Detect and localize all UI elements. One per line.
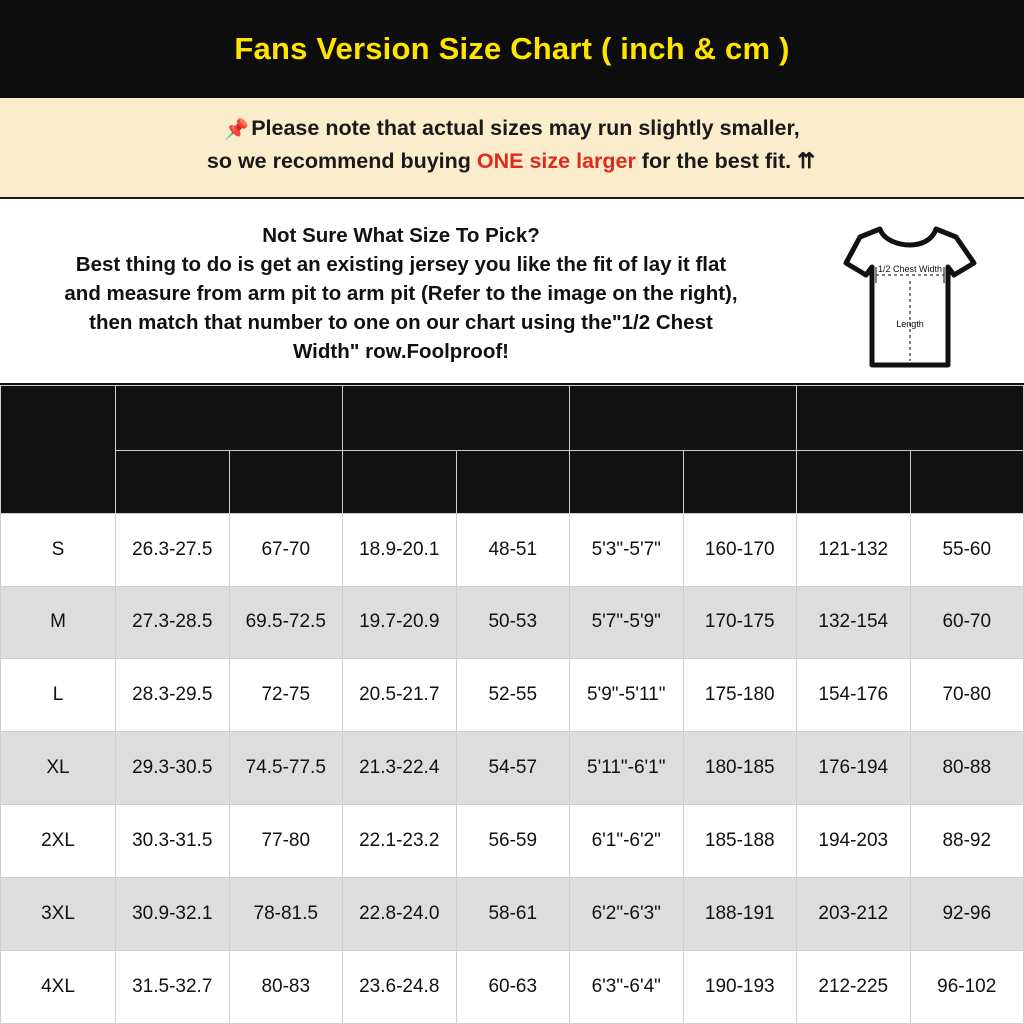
up-arrows-icon: ⇈ <box>797 149 818 174</box>
cell-chest-cm: 56-59 <box>456 805 570 878</box>
row-size: 3XL <box>1 878 116 951</box>
cell-chest-inch: 22.8-24.0 <box>343 878 457 951</box>
note-line-2 <box>10 145 1014 178</box>
cell-weight-pound: 203-212 <box>797 878 911 951</box>
cell-height-cm: 170-175 <box>683 586 797 659</box>
cell-chest-cm: 48-51 <box>456 513 570 586</box>
cell-length-inch: 27.3-28.5 <box>116 586 230 659</box>
page-title: Fans Version Size Chart ( inch & cm ) <box>234 31 790 66</box>
cell-length-cm: 74.5-77.5 <box>229 732 343 805</box>
cell-length-inch: 30.9-32.1 <box>116 878 230 951</box>
header-unit-height-cm: cm <box>683 450 797 513</box>
cell-chest-inch: 22.1-23.2 <box>343 805 457 878</box>
cell-length-inch: 29.3-30.5 <box>116 732 230 805</box>
header-group-height: Height <box>570 385 797 450</box>
table-row <box>1 732 1024 805</box>
cell-chest-inch: 20.5-21.7 <box>343 659 457 732</box>
header-row-units <box>1 450 1024 513</box>
cell-chest-inch: 19.7-20.9 <box>343 586 457 659</box>
cell-weight-kg: 92-96 <box>910 878 1024 951</box>
cell-height-cm: 175-180 <box>683 659 797 732</box>
header-group-chest-width: 1/2 Chest Width <box>343 385 570 450</box>
note-text-1: Please note that actual sizes may run slightly smaller, <box>251 116 800 140</box>
note-banner <box>0 98 1024 199</box>
row-size: 2XL <box>1 805 116 878</box>
row-size: 4XL <box>1 951 116 1024</box>
cell-weight-kg: 96-102 <box>910 951 1024 1024</box>
help-text <box>10 211 792 367</box>
table-row <box>1 878 1024 951</box>
cell-length-cm: 67-70 <box>229 513 343 586</box>
row-size: L <box>1 659 116 732</box>
header-size: SIZE <box>1 385 116 513</box>
table-row <box>1 805 1024 878</box>
chest-width-label: 1/2 Chest Width <box>877 263 943 274</box>
cell-length-cm: 77-80 <box>229 805 343 878</box>
row-size: XL <box>1 732 116 805</box>
cell-height-cm: 160-170 <box>683 513 797 586</box>
table-row <box>1 513 1024 586</box>
length-label: Length <box>896 318 924 329</box>
cell-weight-pound: 176-194 <box>797 732 911 805</box>
header-group-weight: Weight <box>797 385 1024 450</box>
note-line-1 <box>10 112 1014 145</box>
cell-length-cm: 69.5-72.5 <box>229 586 343 659</box>
tshirt-measure-diagram <box>818 223 988 373</box>
note-text-2a: so we recommend buying <box>206 149 477 174</box>
cell-chest-cm: 50-53 <box>456 586 570 659</box>
cell-height-cm: 185-188 <box>683 805 797 878</box>
cell-weight-kg: 70-80 <box>910 659 1024 732</box>
cell-chest-cm: 58-61 <box>456 878 570 951</box>
cell-height-inch: 6'1"-6'2" <box>570 805 684 878</box>
title-bar <box>0 0 1024 98</box>
pushpin-icon: 📌 <box>224 119 250 141</box>
header-group-length: Length <box>116 385 343 450</box>
cell-weight-kg: 88-92 <box>910 805 1024 878</box>
cell-height-inch: 5'3"-5'7" <box>570 513 684 586</box>
cell-length-inch: 31.5-32.7 <box>116 951 230 1024</box>
cell-weight-kg: 55-60 <box>910 513 1024 586</box>
cell-height-inch: 5'11"-6'1" <box>570 732 684 805</box>
cell-chest-inch: 21.3-22.4 <box>343 732 457 805</box>
help-line-3: and measure from arm pit to arm pit (Refer to the image on the right), <box>64 281 738 305</box>
cell-height-inch: 6'2"-6'3" <box>570 878 684 951</box>
cell-length-inch: 30.3-31.5 <box>116 805 230 878</box>
cell-height-inch: 5'7"-5'9" <box>570 586 684 659</box>
header-row-groups <box>1 385 1024 450</box>
cell-chest-cm: 60-63 <box>456 951 570 1024</box>
table-row <box>1 659 1024 732</box>
cell-chest-inch: 23.6-24.8 <box>343 951 457 1024</box>
row-size: S <box>1 513 116 586</box>
size-table-body <box>1 513 1024 1023</box>
cell-height-inch: 6'3"-6'4" <box>570 951 684 1024</box>
cell-length-inch: 28.3-29.5 <box>116 659 230 732</box>
cell-height-inch: 5'9"-5'11" <box>570 659 684 732</box>
note-emphasis: ONE size larger <box>476 149 636 174</box>
help-line-5: Width" row.Foolproof! <box>293 340 509 364</box>
cell-length-inch: 26.3-27.5 <box>116 513 230 586</box>
tshirt-diagram-container <box>792 211 1014 373</box>
help-line-4: then match that number to one on our chart using the"1/2 Chest <box>89 310 713 334</box>
table-row <box>1 951 1024 1024</box>
cell-length-cm: 80-83 <box>229 951 343 1024</box>
cell-chest-cm: 52-55 <box>456 659 570 732</box>
cell-weight-pound: 121-132 <box>797 513 911 586</box>
cell-weight-pound: 212-225 <box>797 951 911 1024</box>
cell-length-cm: 72-75 <box>229 659 343 732</box>
cell-weight-kg: 60-70 <box>910 586 1024 659</box>
cell-length-cm: 78-81.5 <box>229 878 343 951</box>
header-unit-height-inch: inch <box>570 450 684 513</box>
header-unit-weight-kg: KG <box>910 450 1024 513</box>
help-section <box>0 199 1024 385</box>
cell-weight-kg: 80-88 <box>910 732 1024 805</box>
cell-chest-cm: 54-57 <box>456 732 570 805</box>
cell-chest-inch: 18.9-20.1 <box>343 513 457 586</box>
size-table-container <box>0 385 1024 1024</box>
cell-height-cm: 190-193 <box>683 951 797 1024</box>
header-unit-length-cm: cm <box>229 450 343 513</box>
header-unit-chest-cm: cm <box>456 450 570 513</box>
note-text-2b: for the best fit. <box>635 149 798 174</box>
cell-weight-pound: 154-176 <box>797 659 911 732</box>
cell-weight-pound: 132-154 <box>797 586 911 659</box>
help-line-1: Not Sure What Size To Pick? <box>262 223 540 247</box>
cell-height-cm: 188-191 <box>683 878 797 951</box>
row-size: M <box>1 586 116 659</box>
size-table <box>0 385 1024 1024</box>
cell-height-cm: 180-185 <box>683 732 797 805</box>
size-table-head <box>1 385 1024 513</box>
cell-weight-pound: 194-203 <box>797 805 911 878</box>
help-line-2: Best thing to do is get an existing jersey you like the fit of lay it flat <box>75 252 727 276</box>
header-unit-chest-inch: inch· <box>343 450 457 513</box>
table-row <box>1 586 1024 659</box>
header-unit-length-inch: inch <box>116 450 230 513</box>
header-unit-weight-pound: Pound <box>797 450 911 513</box>
